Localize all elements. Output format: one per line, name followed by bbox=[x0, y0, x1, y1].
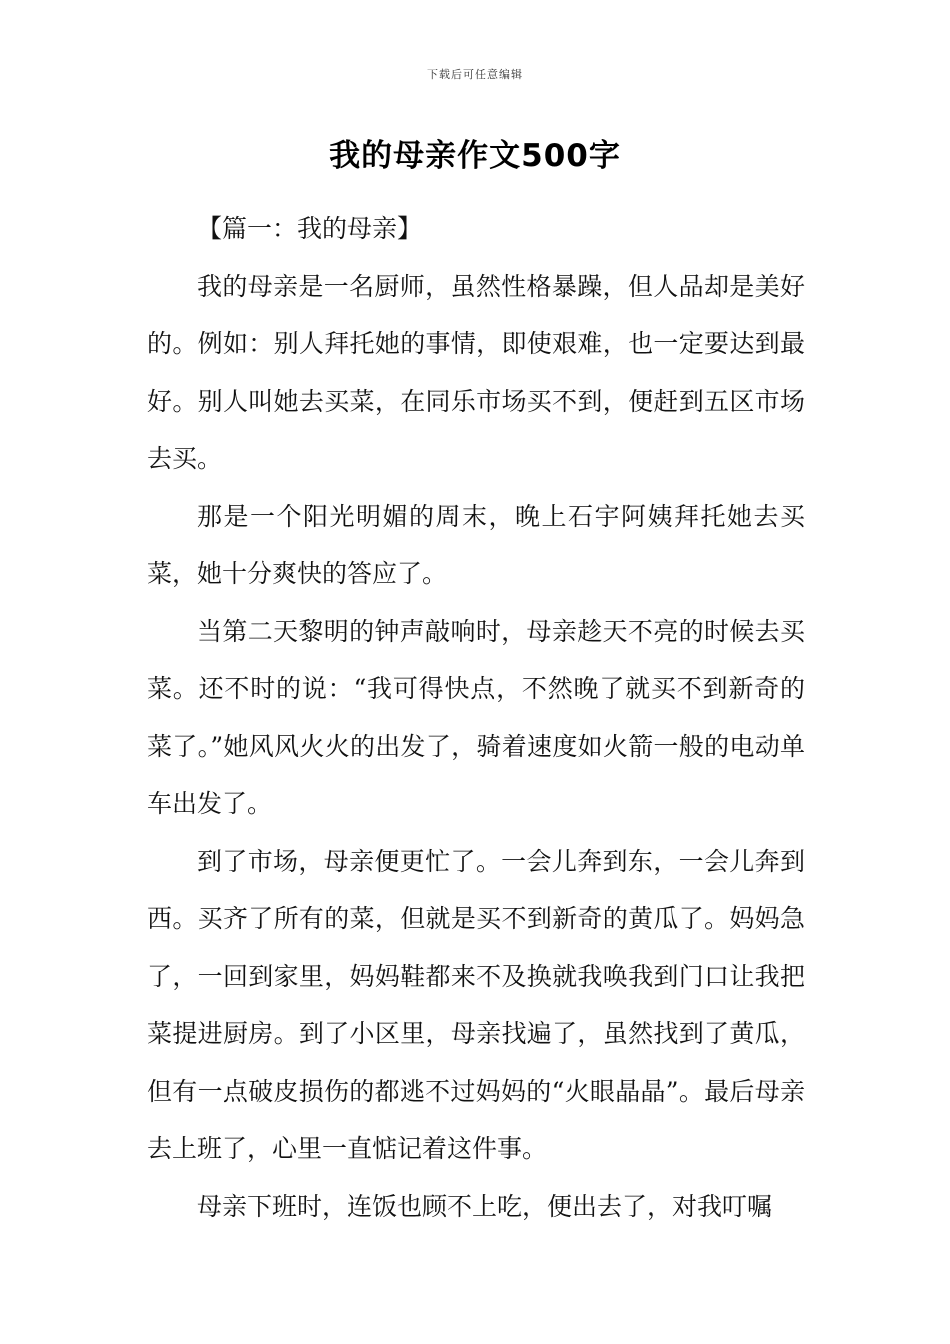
paragraph-2: 那是一个阳光明媚的周末，晚上石宇阿姨拜托她去买菜，她十分爽快的答应了。 bbox=[147, 501, 805, 588]
document-title: 我的母亲作文500字 bbox=[329, 138, 621, 174]
paragraph-4: 到了市场，母亲便更忙了。一会儿奔到东，一会儿奔到西。买齐了所有的菜，但就是买不到新奇的黄瓜了。妈妈急了，一回到家里，妈妈鞋都来不及换就我唤我到门口让我把菜提进厨房。到了小区里，母亲找遍了，虽然找到了黄瓜，但有一点破皮损伤的都逃不过妈妈的“火眼晶晶”。最后母亲去上班了，心里一直惦记着这件事。 bbox=[147, 846, 805, 1163]
document-body bbox=[147, 200, 805, 1235]
paragraph-5: 母亲下班时，连饭也顾不上吃，便出去了，对我叮嘱 bbox=[197, 1191, 773, 1221]
paragraph-1: 我的母亲是一名厨师，虽然性格暴躁，但人品却是美好的。例如：别人拜托她的事情，即使艰难，也一定要达到最好。别人叫她去买菜，在同乐市场买不到，便赶到五区市场去买。 bbox=[147, 271, 805, 473]
paragraph-3: 当第二天黎明的钟声敲响时，母亲趁天不亮的时候去买菜。还不时的说：“我可得快点，不然晚了就买不到新奇的菜了。”她风风火火的出发了，骑着速度如火箭一般的电动单车出发了。 bbox=[147, 616, 805, 818]
page-header-note: 下载后可任意编辑 bbox=[427, 68, 523, 81]
section-heading: 【篇一：我的母亲】 bbox=[197, 214, 423, 243]
